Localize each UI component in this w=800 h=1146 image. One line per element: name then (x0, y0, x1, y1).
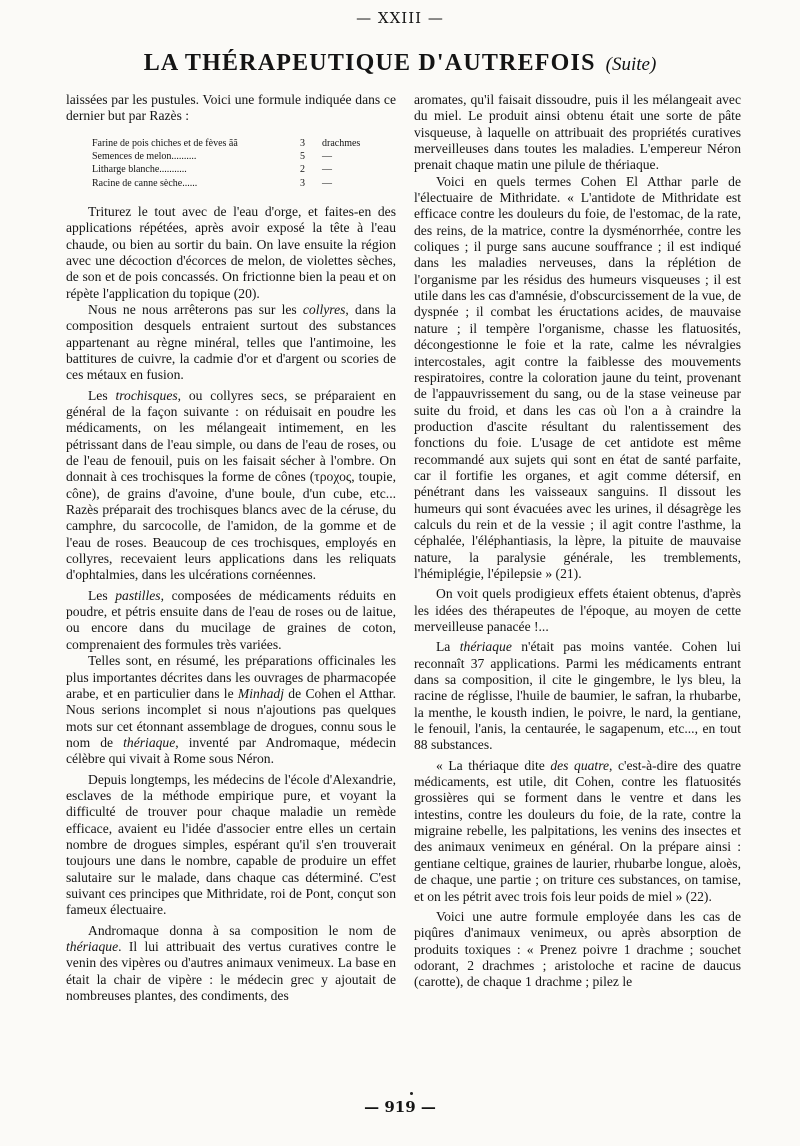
recipe-unit: — (322, 150, 332, 162)
recipe-qty: 2 (300, 164, 305, 176)
recipe-qty: 3 (300, 137, 305, 149)
text-run: , inventé par Andromaque, médecin célèbre qui vivait à Rome sous Néron. (66, 734, 396, 767)
recipe-unit: — (322, 164, 332, 176)
paragraph: Triturez le tout avec de l'eau d'orge, et faites-en des applications répétées, après avoir exposé la tête à l'eau chaude, ou bien au sortir du bain. On lave ensuite la région avec une décoction d'écorces de melon, de violettes sèches, de son et de pois concassés. On frictionne bien la peau et on répète l'application du topique (20). (66, 203, 396, 301)
italic-term: thériaque (459, 639, 512, 655)
recipe-ingredient: Litharge blanche........... (92, 164, 187, 176)
paragraph (66, 588, 396, 653)
text-run: , ou collyres secs, se préparaient en général de la façon suivante : on réduisait en poudre les médicaments, on les mélangeait intimement, en les pétrissant dans de l'eau simple, ou dans de l'eau de roses, ou de l'eau de fenouil, puis on les faisait sécher à l'ombre. On donnait à ces trochisques la forme de cônes (τροχος, toupie, cône), de grains d'avoine, d'une boule, d'un cube, etc... Razès préparait des trochisques blancs avec de la céruse, du camphre, du sarcocolle, de l'amidon, de la gomme et de l'eau de roses. Beaucoup de ces trochisques, employés en collyres, recevaient leurs applications dans les reliquats d'ophtalmies, dans les ulcérations cornéennes. (66, 387, 397, 583)
italic-term: thériaque (66, 939, 119, 954)
page-title (0, 50, 800, 77)
italic-term: collyres (302, 301, 346, 317)
recipe-row (92, 137, 360, 150)
text-run: . Il lui attribuait des vertus curatives contre le venin des vipères ou d'autres animaux venimeux. La base en était la chair de vipère : le médecin grec y ajoutait de nombreuses plantes, des condiments, des (66, 939, 396, 1004)
italic-term: des quatre (550, 757, 610, 773)
paragraph (66, 302, 396, 384)
recipe-row (92, 163, 360, 176)
paragraph (414, 758, 741, 905)
page-number-roman: — XXIII — (356, 9, 444, 27)
paragraph: aromates, qu'il faisait dissoudre, puis il les mélangeait avec du miel. Le produit ainsi obtenu était une sorte de pâte visqueuse, à laquelle on attribuait des propriétés curatives merveilleuses dans toutes les maladies. L'empereur Néron prenait chaque matin une pilule de thériaque. (414, 92, 741, 173)
paragraph: Depuis longtemps, les médecins de l'école d'Alexandrie, esclaves de la méthode empirique pure, et voyant la difficulté de trouver pour chaque maladie un remède efficace, avaient eu l'idée d'associer entre elles un certain nombre de drogues simples, espérant qu'il s'en trouverait toujours une dans le nombre, capable de produire un effet salutaire sur le malade, dans chaque cas déterminé. C'est suivant ces principes que Mithridate, roi de Pont, conçut son fameux électuaire. (66, 771, 396, 918)
italic-term: trochisques (115, 387, 178, 403)
text-run: Les (88, 587, 116, 603)
recipe-ingredient: Racine de canne sèche...... (92, 177, 198, 189)
text-run: de Cohen el Atthar. Nous serions incomplet si nous n'ajoutions pas quelques mots sur cet étonnant assemblage de drogues, connu sous le nom de (66, 685, 397, 750)
text-run: , dans la composition desquels entraient surtout des substances appartenant au règne minéral, telles que l'antimoine, les battitures de cuivre, la cadmie d'or et d'argent ou scories de ces métaux en fusion. (66, 301, 396, 383)
text-run: Andromaque donna à sa composition le nom de (88, 922, 396, 938)
paragraph: Voici une autre formule employée dans les cas de piqûres d'animaux venimeux, ou après absorption de produits toxiques : « Prenez poivre 1 drachme ; souchet odorant, 2 drachmes ; aristoloche et racine de daucus (carotte), de chaque 1 drachme ; pilez le (414, 908, 741, 990)
recipe-row (92, 177, 360, 190)
right-column (414, 92, 741, 991)
italic-term: Minhadj (237, 685, 284, 701)
recipe-table (92, 137, 360, 190)
paragraph (66, 653, 396, 767)
paragraph (66, 388, 396, 584)
text-run: « La thériaque dite (436, 757, 551, 773)
paragraph: Voici en quels termes Cohen El Atthar parle de l'électuaire de Mithridate. « L'antidote de Mithridate est efficace contre les douleurs du foie, de l'estomac, de la rate, des reins, de la matrice, contre la dysménorrhée, contre les coliques ; il purge sans aucune souffrance ; il est indiqué dans les maladies nerveuses, dans la réplétion de l'organisme par les résidus des humeurs visqueuses ; il est utile dans les cas d'amnésie, d'obscurcissement de la vue, de dyspnée ; il combat les éructations acides, de mauvaise nature ; il tempère l'organisme, chasse les flatuosités, décongestionne le foie et la rate, calme les névralgies intercostales, agit contre la faiblesse des mouvements respiratoires, contre la coloration jaune du teint, provenant de l'appauvrissement du sang, ou de la stase veineuse par suite du froid, et dans les cas où l'on a à craindre la production d'ascite résultant du ralentissement des fonctions du foie. L'usage de cet antidote est même recommandé aux sujets qui sont en état de santé parfaite, car il fortifie les organes, et agit comme détersif, en pénétrant dans les vaisseaux sanguins. Il dissout les humeurs qui sont évacuées avec les urines, il désagrège les calculs du rein et de la vessie ; il agit contre l'asthme, la céphalée, l'éléphantiasis, la lèpre, la pituite de mauvaise nature, la paralysie générale, les tremblements, l'hémiplégie, l'épilepsie » (21). (414, 173, 741, 581)
text-run: La (436, 639, 460, 655)
text-run: Nous ne nous arrêterons pas sur les (88, 301, 303, 317)
text-run: Les (88, 387, 116, 403)
text-run: , composées de médicaments réduits en poudre, et pétris ensuite dans de l'eau de roses ou de laitue, ou encore dans du mucilage de graines de coton, comprenaient des formules très variées. (66, 587, 396, 652)
page-number: — 919 — (364, 1098, 436, 1116)
text-run: , c'est-à-dire des quatre médicaments, est utile, dit Cohen, contre les flatuosités grossières qui se forment dans le ventre et dans les intestins, contre les douleurs du foie, de la rate, contre la migraine rebelle, les palpitations, les venins des insectes et des animaux venimeux en général. On la prépare ainsi : gentiane celtique, graines de laurier, rhubarbe longue, aloès, de chaque, une partie ; on triture ces substances, on tamise, et on les pétrit avec trois fois leur poids de miel » (22). (414, 757, 741, 904)
paragraph: On voit quels prodigieux effets étaient obtenus, d'après les idées des thérapeutes de l'époque, au moyen de cette merveilleuse panacée !... (414, 586, 741, 634)
recipe-qty: 5 (300, 150, 305, 162)
recipe-qty: 3 (300, 177, 305, 189)
left-column (66, 92, 396, 1004)
recipe-ingredient: Semences de melon.......... (92, 150, 197, 162)
title-suffix: (Suite) (605, 54, 657, 75)
recipe-unit: drachmes (322, 137, 361, 149)
paragraph: laissées par les pustules. Voici une formule indiquée dans ce dernier but par Razès : (66, 92, 396, 124)
recipe-row (92, 150, 360, 163)
text-run: n'était pas moins vantée. Cohen lui reconnaît 37 applications. Parmi les médicaments entrant dans sa composition, il cite le gingembre, le lys bleu, la racine de réglisse, l'huile de baumier, le safran, la rhubarbe, la menthe, le kousth indien, le poivre, le nard, la gentiane, le fenouil, l'anis, la centaurée, le sagapenum, etc..., en tout 88 substances. (414, 639, 741, 753)
italic-term: pastilles (115, 587, 161, 603)
paragraph (414, 639, 741, 753)
recipe-unit: — (322, 177, 332, 189)
text-run: Telles sont, en résumé, les préparations officinales les plus importantes décrites dans les ouvrages de pharmacopée arabe, et en particulier dans le (66, 653, 396, 701)
recipe-ingredient: Farine de pois chiches et de fèves ãã (92, 137, 238, 149)
italic-term: thériaque (123, 734, 176, 750)
paragraph (66, 923, 396, 1005)
title-text: LA THÉRAPEUTIQUE D'AUTREFOIS (143, 50, 596, 76)
ink-dot (410, 1092, 413, 1095)
